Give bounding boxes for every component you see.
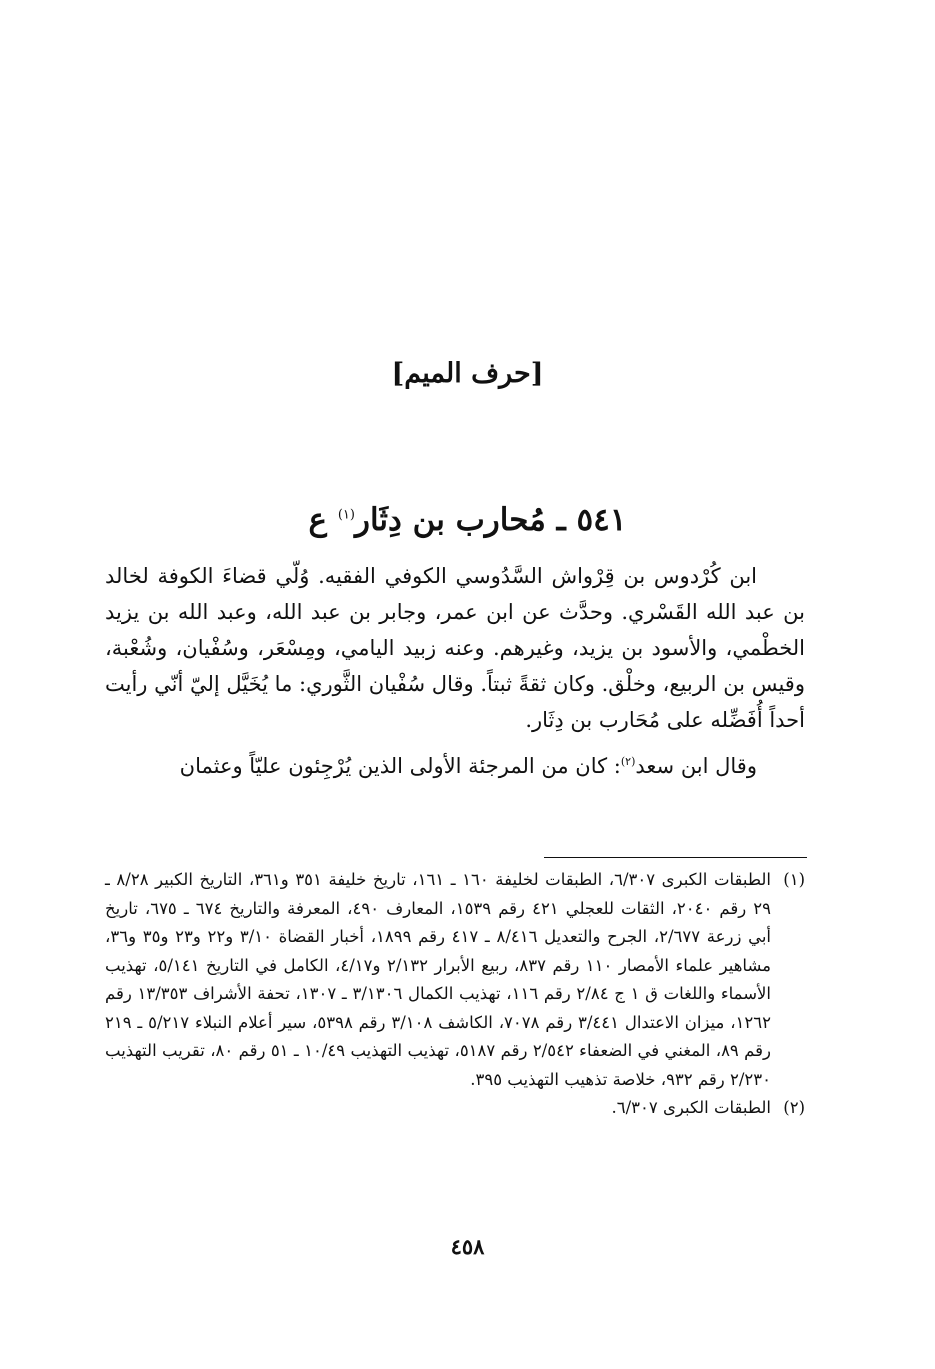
entry-number: ٥٤١ bbox=[576, 502, 627, 538]
footnote-1-text: الطبقات الكبرى ٦/٣٠٧، الطبقات لخليفة ١٦٠ ـ ١٦١، تاريخ خليفة ٣٥١ و٣٦١، التاريخ الكبير ٨/٢٨ ـ ٢٩ رقم ٢٠٤٠، الثقات للعجلي ٤٢١ رقم ١٥٣٩، المعارف ٤٩٠، المعرفة والتاريخ ٦٧٤ ـ ٦٧٥، تاريخ أبي زرعة ٢/٦٧٧، الجرح والتعديل ٨/٤١٦ ـ ٤١٧ رقم ١٨٩٩، أخبار القضاة ٣/١٠ و٢٢ و٢٣ و٣٥ و٣٦، مشاهير علماء الأمصار ١١٠ رقم ٨٣٧، ربيع الأبرار ٢/١٣٢ و٤/١٧، الكامل في التاريخ ٥/١٤١، تهذيب الأسماء واللغات ق ١ ج ٢/٨٤ رقم ١١٦، تهذيب الكمال ٣/١٣٠٦ ـ ١٣٠٧، تحفة الأشراف ١٣/٣٥٣ رقم ١٢٦٢، ميزان الاعتدال ٣/٤٤١ رقم ٧٠٧٨، الكاشف ٣/١٠٨ رقم ٥٣٩٨، سير أعلام النبلاء ٥/٢١٧ ـ ٢١٩ رقم ٨٩، المغني في الضعفاء ٢/٥٤٢ رقم ٥١٨٧، تهذيب التهذيب ١٠/٤٩ ـ ٥١ رقم ٨٠، تقريب التهذيب ٢/٢٣٠ رقم ٩٣٢، خلاصة تذهيب التهذيب ٣٩٥. bbox=[105, 870, 772, 1089]
paragraph-2-footnote-mark: (٢) bbox=[620, 755, 636, 768]
page-number: ٤٥٨ bbox=[450, 1234, 485, 1259]
footnote-1-number: (١) bbox=[783, 870, 805, 889]
paragraph-1: ابن كُرْدوس بن قِرْواش السَّدُوسي الكوفي الفقيه. وُلّي قضاءَ الكوفة لخالد بن عبد الله القَسْري. وحدَّث عن ابن عمر، وجابر بن عبد الله، وعبد الله بن يزيد الخطْمي، والأسود بن يزيد، وغيرهم. وعنه زبيد اليامي، ومِسْعَر، وسُفْيان، وشُعْبة، وقيس بن الربيع، وخلْق. وكان ثقةً ثبتاً. وقال سُفْيان الثَّوري: ما يُخَيَّل إليّ أنّي رأيت أحداً أُفَضِّله على مُحَارب بن دِثَار. bbox=[104, 564, 805, 732]
entry-heading bbox=[0, 502, 935, 538]
entry-symbol: ع bbox=[308, 502, 338, 538]
paragraph-2-start: وقال ابن سعد bbox=[635, 754, 757, 778]
entry-name: مُحارب بن دِثَار bbox=[354, 502, 546, 538]
paragraph-2 bbox=[105, 744, 805, 784]
footnote-2 bbox=[105, 1094, 805, 1123]
entry-body bbox=[105, 558, 805, 784]
paragraph-2-end: : كان من المرجئة الأولى الذين يُرْجِئون عليّاً وعثمان bbox=[179, 754, 621, 778]
footnote-2-number: (٢) bbox=[783, 1098, 805, 1117]
footnote-divider bbox=[544, 857, 807, 858]
footnote-2-text: الطبقات الكبرى ٦/٣٠٧. bbox=[611, 1098, 771, 1117]
chapter-heading: [حرف الميم] bbox=[391, 358, 544, 389]
footnote-1 bbox=[105, 866, 805, 1094]
entry-separator: ـ bbox=[545, 502, 577, 538]
entry-footnote-mark: (١) bbox=[337, 507, 355, 523]
footnotes bbox=[105, 866, 805, 1123]
